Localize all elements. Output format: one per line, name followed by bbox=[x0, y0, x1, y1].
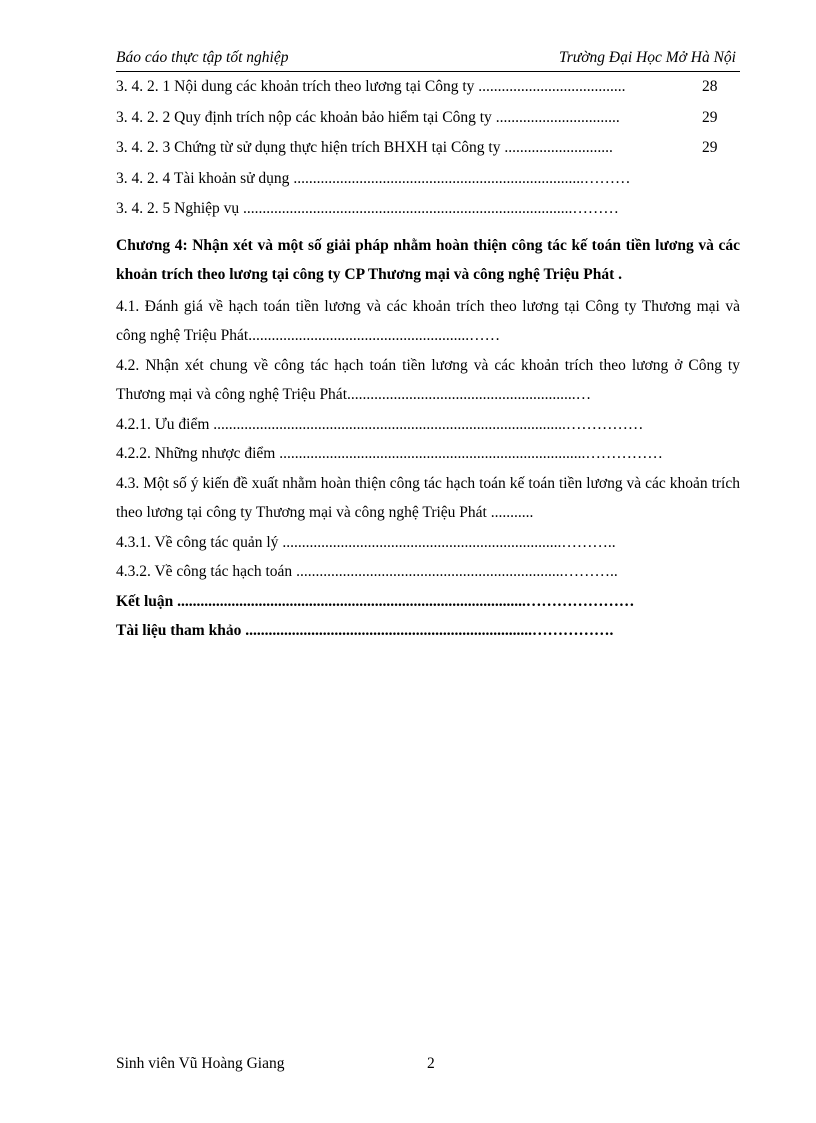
toc-entry-title: 3. 4. 2. 1 Nội dung các khoản trích theo lương tại Công ty bbox=[116, 78, 475, 95]
toc-leader-dots: ...................................... bbox=[474, 78, 626, 95]
header-report-title: Báo cáo thực tập tốt nghiệp bbox=[116, 49, 289, 66]
toc-entry-title: 4.3.2. Về công tác hạch toán bbox=[116, 563, 293, 580]
toc-leader-dots: ...........................................................................................…………… bbox=[209, 415, 644, 433]
toc-leader-dots: ...........................................................… bbox=[347, 386, 592, 403]
header-divider bbox=[116, 71, 740, 72]
toc-entry-title: Tài liệu tham khảo bbox=[116, 622, 242, 639]
toc-entry-conclusion bbox=[116, 587, 740, 617]
toc-entry-title: 4.3. Một số ý kiến đề xuất nhằm hoàn thiện công tác hạch toán kế toán tiền lương và các khoản trích theo lương tại công ty Thương mại và công nghệ Triệu Phát bbox=[116, 474, 740, 521]
toc-leader-dots: ...............................................................................…………… bbox=[275, 445, 663, 462]
toc-leader-dots: .....................................................................……….. bbox=[292, 563, 618, 580]
toc-entry-3-4-2-4 bbox=[116, 168, 740, 199]
toc-chapter-4-heading: Chương 4: Nhận xét và một số giải pháp nhằm hoàn thiện công tác kế toán tiền lương và các khoản trích theo lương tại công ty CP Thương mại và công nghệ Triệu Phát . bbox=[116, 236, 740, 283]
toc-entry-title: 3. 4. 2. 3 Chứng từ sử dụng thực hiện trích BHXH tại Công ty bbox=[116, 139, 501, 156]
toc-entry-title: 4.3.1. Về công tác quản lý bbox=[116, 533, 279, 551]
toc-entry-4-3 bbox=[116, 469, 740, 528]
toc-entry-title: 4.2. Nhận xét chung về công tác hạch toán tiền lương và các khoản trích theo lương ở Công ty Thương mại và công nghệ Triệu Phát bbox=[116, 356, 740, 403]
toc-entry-3-4-2-1 bbox=[116, 76, 740, 107]
toc-entry-3-4-2-5 bbox=[116, 198, 740, 229]
toc-leader-dots: ..........................................................................……………. bbox=[241, 622, 614, 639]
toc-leader-dots: ................................ bbox=[491, 108, 620, 126]
toc-entry-title: 4.2.2. Những nhược điểm bbox=[116, 445, 276, 462]
document-page bbox=[116, 0, 740, 1123]
toc-page-number: 29 bbox=[702, 139, 718, 156]
toc-entry-3-4-2-3 bbox=[116, 137, 740, 168]
footer-student-name: Sinh viên Vũ Hoàng Giang bbox=[116, 1055, 285, 1072]
toc-entry-4-1 bbox=[116, 292, 740, 351]
page-header bbox=[116, 49, 740, 69]
toc-entry-references bbox=[116, 616, 740, 646]
toc-entry-4-3-2 bbox=[116, 557, 740, 587]
toc-leader-dots: ............................ bbox=[500, 139, 613, 156]
toc-entry-title: 4.1. Đánh giá về hạch toán tiền lương và các khoản trích theo lương tại Công ty Thương mại và công nghệ Triệu Phát bbox=[116, 297, 740, 344]
toc-leader-dots: ........... bbox=[486, 504, 534, 521]
toc-entry-title: 4.2.1. Ưu điểm bbox=[116, 415, 210, 433]
toc-leader-dots: ........................................................................……….. bbox=[278, 533, 616, 551]
toc-entry-4-2 bbox=[116, 351, 740, 410]
footer-page-number: 2 bbox=[427, 1055, 435, 1072]
toc-entry-title: 3. 4. 2. 4 Tài khoản sử dụng bbox=[116, 169, 290, 187]
toc-entry-4-2-2 bbox=[116, 439, 740, 469]
toc-entry-title: 3. 4. 2. 2 Quy định trích nộp các khoản bảo hiểm tại Công ty bbox=[116, 108, 492, 126]
table-of-contents bbox=[116, 76, 740, 646]
toc-page-number: 28 bbox=[702, 78, 718, 95]
toc-entry-3-4-2-2 bbox=[116, 107, 740, 138]
toc-leader-dots: .........................................................…… bbox=[248, 327, 501, 344]
toc-page-number: 29 bbox=[702, 108, 718, 126]
toc-entry-4-2-1 bbox=[116, 410, 740, 440]
header-university: Trường Đại Học Mở Hà Nội bbox=[559, 49, 736, 66]
toc-leader-dots: ...........................................................................……… bbox=[289, 169, 631, 187]
toc-leader-dots: ..........................................................................................………………… bbox=[173, 592, 635, 610]
toc-entry-title: Kết luận bbox=[116, 592, 174, 610]
toc-leader-dots: .....................................................................................……… bbox=[239, 200, 619, 217]
toc-entry-title: 3. 4. 2. 5 Nghiệp vụ bbox=[116, 200, 240, 217]
toc-entry-4-3-1 bbox=[116, 528, 740, 558]
